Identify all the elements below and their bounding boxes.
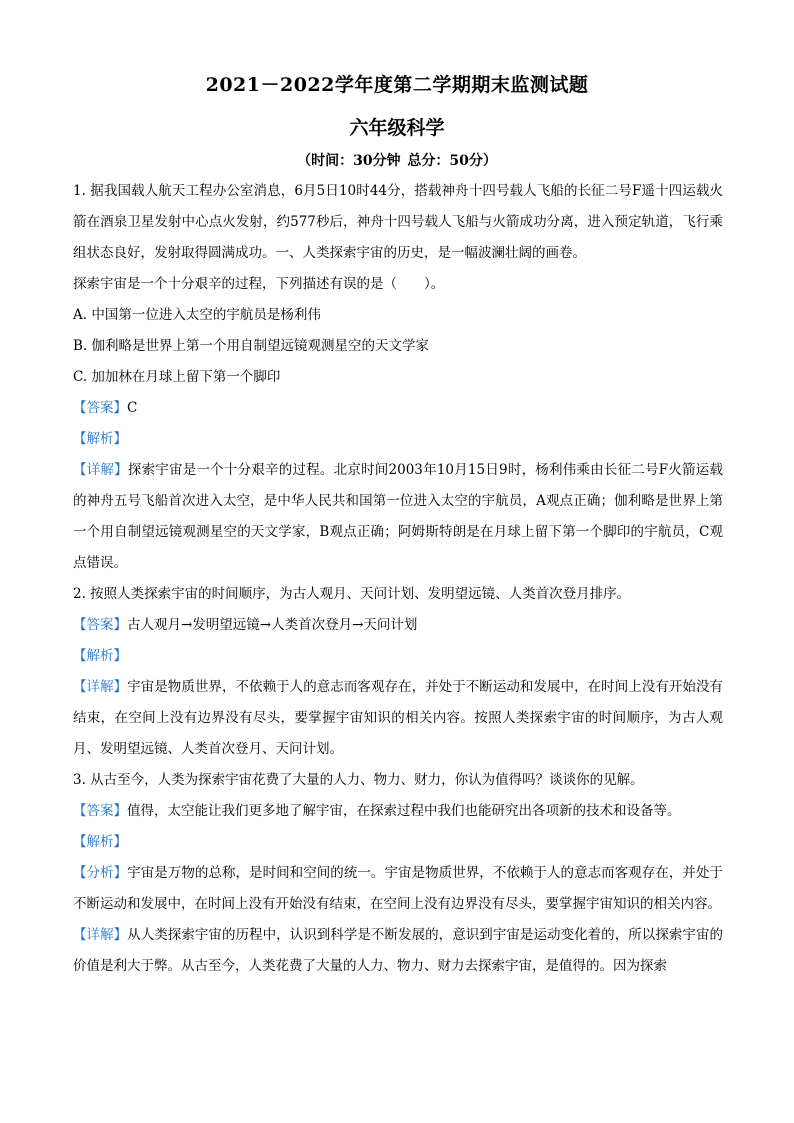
q1-detail: 探索宇宙是一个十分艰辛的过程。北京时间2003年10月15日9时，杨利伟乘由长征二号F火箭运载的神舟五号飞船首次进入太空，是中华人民共和国第一位进入太空的宇航员，A观点正确；伽利略是世界上第一个用自制望远镜观测星空的天文学家，B观点正确；阿姆斯特朗是在月球上留下第一个脚印的宇航员，C观点错误。	[73, 462, 723, 571]
q2-detail: 宇宙是物质世界，不依赖于人的意志而客观存在，并处于不断运动和发展中，在时间上没有开始没有结束，在空间上没有边界没有尽头，要掌握宇宙知识的相关内容。按照人类探索宇宙的时间顺序，为古人观月、发明望远镜、人类首次登月、天问计划。	[73, 679, 724, 757]
q3-detail: 从人类探索宇宙的历程中，认识到科学是不断发展的，意识到宇宙是运动变化着的，所以探索宇宙的价值是利大于弊。从古至今，人类花费了大量的人力、物力、财力去探索宇宙，是值得的。因为探索	[73, 927, 724, 974]
q2-analysis-line	[73, 641, 723, 672]
q1-detail-line	[73, 455, 723, 579]
q3-fenxi: 宇宙是万物的总称，是时间和空间的统一。宇宙是物质世界，不依赖于人的意志而客观存在，并处于不断运动和发展中，在时间上没有开始没有结束，在空间上没有边界没有尽头，要掌握宇宙知识的相关内容。	[73, 865, 724, 912]
detail-tag: 【详解】	[73, 927, 128, 943]
q2-detail-line	[73, 672, 723, 765]
q3-stem: 3. 从古至今，人类为探索宇宙花费了大量的人力、物力、财力，你认为值得吗？谈谈你的见解。	[73, 772, 644, 788]
answer-tag: 【答案】	[73, 803, 127, 819]
q1-question: 探索宇宙是一个十分艰辛的过程，下列描述有误的是（ ）。	[73, 276, 445, 292]
q1-answer: C	[127, 400, 138, 416]
q3-answer-line	[73, 796, 723, 827]
exam-body	[73, 176, 723, 982]
q1-stem: 1. 据我国载人航天工程办公室消息，6月5日10时44分，搭载神舟十四号载人飞船的长征二号F遥十四运载火箭在酒泉卫星发射中心点火发射，约577秒后，神舟十四号载人飞船与火箭成功分离，进入预定轨道，飞行乘组状态良好，发射取得圆满成功。一、人类探索宇宙的历史，是一幅波澜壮阔的画卷。	[73, 183, 723, 261]
detail-tag: 【详解】	[73, 462, 128, 478]
q1-analysis-line	[73, 424, 723, 455]
answer-tag: 【答案】	[73, 617, 127, 633]
answer-tag: 【答案】	[73, 400, 127, 416]
exam-title: 2021－2022学年度第二学期期末监测试题	[205, 74, 589, 96]
analysis-tag: 【解析】	[73, 431, 127, 447]
q1-option-b: B. 伽利略是世界上第一个用自制望远镜观测星空的天文学家	[73, 338, 430, 354]
fenxi-tag: 【分析】	[73, 865, 128, 881]
q3-detail-line	[73, 920, 723, 982]
exam-subject: 六年级科学	[349, 117, 445, 139]
analysis-tag: 【解析】	[73, 648, 127, 664]
q3-fenxi-line	[73, 858, 723, 920]
analysis-tag: 【解析】	[73, 834, 127, 850]
q2-answer: 古人观月→发明望远镜→人类首次登月→天问计划	[127, 617, 418, 633]
q3-analysis-line	[73, 827, 723, 858]
q2-answer-line	[73, 610, 723, 641]
q1-option-c: C. 加加林在月球上留下第一个脚印	[73, 369, 281, 385]
detail-tag: 【详解】	[73, 679, 128, 695]
q1-option-a: A. 中国第一位进入太空的宇航员是杨利伟	[73, 307, 321, 323]
q1-answer-line	[73, 393, 723, 424]
q3-answer: 值得，太空能让我们更多地了解宇宙，在探索过程中我们也能研究出各项新的技术和设备等。	[127, 803, 681, 819]
exam-meta: （时间：30分钟 总分：50分）	[297, 153, 497, 169]
q2-stem: 2. 按照人类探索宇宙的时间顺序，为古人观月、天问计划、发明望远镜、人类首次登月排序。	[73, 586, 631, 602]
